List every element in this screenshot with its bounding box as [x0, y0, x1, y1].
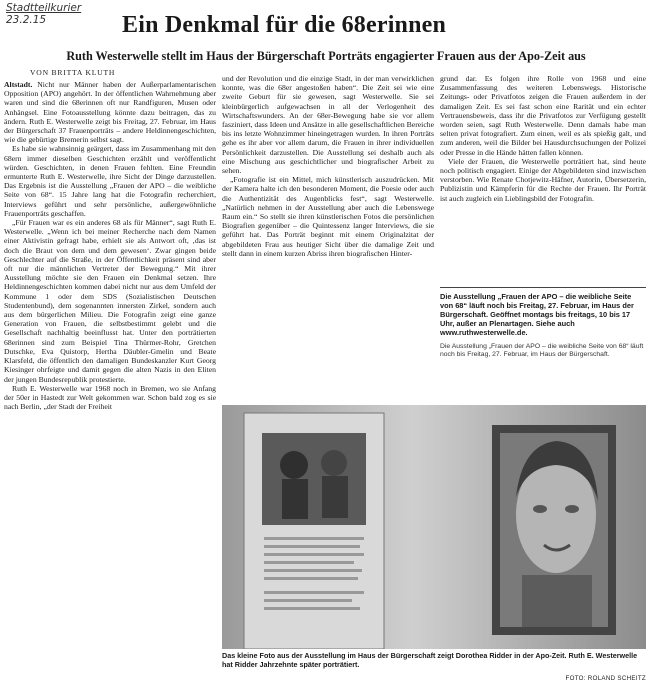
paragraph: Viele der Frauen, die Westerwelle porträtiert hat, sind heute noch politisch engagiert. Einige der Abgebildeten sind inzwischen verstorben. Wie Renate Chotjewitz-Häfner, Autorin, Übersetzerin, Publizistin und Kämpferin für die Rechte der Frauen. Ihr Porträt ist auch zugleich ein Lieblingsbild der Fotografin.	[440, 156, 646, 203]
paragraph-text: Nicht nur Männer haben der Außerparlamentarischen Opposition (APO) angehört. In der öffentlichen Wahrnehmung aber waren und sind die 68erinnen oft nur Randfiguren, Musen oder Anhängsel. Eine Fotoausstellung könnte dazu beitragen, das zu ändern. Ruth E. Westerwelle zeigt bis Freitag, 27. Februar, im Haus der Bürgerschaft 37 Frauenporträts – andere Heldinnengeschichten, wie die gebürtige Bremerin selbst sagt.	[4, 80, 216, 145]
handwritten-note	[6, 2, 81, 26]
paragraph: „Für Frauen war es ein anderes 68 als für Männer“, sagt Ruth E. Westerwelle. „Wenn ich bei meiner Recherche nach dem Namen einer Aktivistin gefragt habe, erhielt sie als Antwort oft, ‚das ist doch die Braut von dem und dem gewesen‘. Zwar gingen beide Geschlechter auf die Straße, in der Öffentlichkeit präsent sind aber oft nur die männlichen Vertreter der Bewegung.“ Mit ihrer Ausstellung möchte sie den Frauen ein Denkmal setzen. Ihre Heldinnengeschichten kommen dabei nicht nur aus dem Umfeld der Kommune 1 oder dem SDS (Sozialistischen Deutschen Studentenbund), dem sogenannten innersten Zirkel, sondern auch aus dem bürgerlichen Milieu. Die Fotografin zeigt eine ganze Generation von Frauen, die selbstbestimmt gelebt und die Gesellschaft nachhaltig beeinflusst hat. Unter den porträtierten 68erinnen sind zum Beispiel Tina Thürmer-Rohr, Gretchen Dutschke, Eva Quistorp, Hertha Däubler-Gmelin und Beate Klarsfeld, die öffentlich den damaligen Bundeskanzler Kurt Georg Kiesinger ohrfeigte und damit gegen die alten Nazis in den Eliten der jungen Bundesrepublik protestierte.	[4, 218, 216, 384]
photo-credit: FOTO: ROLAND SCHEITZ	[565, 675, 646, 682]
side-caption: Die Ausstellung „Frauen der APO – die weibliche Seite von 68“ läuft noch bis Freitag, 27. Februar, im Haus der Bürgerschaft.	[440, 343, 644, 359]
article-photo	[222, 405, 646, 649]
article-column-2	[222, 74, 434, 392]
exhibition-infobox: Die Ausstellung „Frauen der APO – die weibliche Seite von 68“ läuft noch bis Freitag, 27. Februar, im Haus der Bürgerschaft. Geöffnet montags bis freitags, 10 bis 17 Uhr, außer an Plenartagen. Siehe auch www.ruthwesterwelle.de.	[440, 292, 634, 337]
paragraph: „Fotografie ist ein Mittel, mich künstlerisch auszudrücken. Mit der Kamera halte ich den besonderen Moment, die Poesie oder auch die Authentizität des Augenblicks fest“, sagt Westerwelle. „Natürlich nehmen in der Ausstellung aber auch die Lebenswege Raum ein.“ So stellt sie ihren künstlerischen Fotos die persönlichen Biografien gegenüber – die Quintessenz langer Interviews, die sie geführt hat. Das Porträt beginnt mit einem Originalzitat der abgebildeten Frau aus heutiger Sicht über die damalige Zeit und stellt dann in einem kurzen Abriss ihren biografischen Hinter-	[222, 175, 434, 258]
headline: Ein Denkmal für die 68erinnen	[122, 12, 447, 38]
article-column-3	[440, 74, 646, 282]
handwritten-date: 23.2.15	[6, 14, 47, 26]
paragraph: Es habe sie wahnsinnig geärgert, dass im Zusammenhang mit den 68ern immer dieselben Geschichten erzählt und veröffentlicht würden. Geschichten, in denen Frauen fehlten. Eine Freundin ermunterte Ruth E. Westerwelle, ihre Sicht der Dinge darzustellen. Das Ergebnis ist die Ausstellung „Frauen der APO – die weibliche Seite von 68“. 15 Jahre lang hat die Fotografin recherchiert, Interviews geführt und sehr persönliche, außergewöhnliche Frauenporträts geschaffen.	[4, 144, 216, 218]
byline: VON BRITTA KLUTH	[30, 68, 116, 77]
photo-illustration	[222, 405, 646, 649]
subheadline: Ruth Westerwelle stellt im Haus der Bürgerschaft Porträts engagierter Frauen aus der Apo-Zeit aus	[66, 49, 586, 63]
paragraph	[4, 80, 216, 144]
photo-caption: Das kleine Foto aus der Ausstellung im Haus der Bürgerschaft zeigt Dorothea Ridder in der Apo-Zeit. Ruth E. Westerwelle hat Ridder Jahrzehnte später porträtiert.	[222, 651, 638, 669]
paragraph: Ruth E. Westerwelle war 1968 noch in Bremen, wo sie Anfang der 50er in Hastedt zur Welt gekommen war. Schon bald zog es sie nach Berlin, „der Stadt der Freiheit	[4, 383, 216, 412]
divider	[440, 287, 646, 288]
handwritten-source: Stadtteilkurier	[6, 2, 82, 14]
dateline: Altstadt.	[4, 80, 33, 89]
paragraph: und der Revolution und die einzige Stadt, in der man verwirklichen konnte, was die 68er angestoßen haben“. Die Zeit sei wie eine zweite Geburt für sie gewesen, sagt Westerwelle. Sie sei kleinbürgerlich aufgewachsen in all der Verlogenheit des Wirtschaftswunders. An der 68er-Bewegung habe sie vor allem fasziniert, dass Ideen und Ansätze in alle gesellschaftlichen Bereiche bis ins letzte Wohnzimmer hineingetragen wurden. In ihren Porträts gehe es ihr aber vor allem darum, die Frauen in ihrer individuellen Persönlichkeit darzustellen. Die Ausstellung sei deshalb auch als eine Mischung aus geschichtlicher und biografischer Arbeit zu sehen.	[222, 74, 434, 176]
article-column-1	[4, 80, 216, 686]
paragraph: grund dar. Es folgen ihre Rolle von 1968 und eine Zusammenfassung des weiteren Lebenswegs. Historische Zeitungs- oder Privatfotos zeigen die Frauen außerdem in der damaligen Zeit. Es sei fast schon eine Rarität und ein echter Vertrauensbeweis, dass ihr die Privatfotos zur Verfügung gestellt worden seien, sagt Ruth Westerwelle. Denn damals habe man selten privat fotografiert. Zum einen, weil es als spießig galt, und zum anderen, weil die Bilder bei Hausdurchsuchungen der Polizei oder Presse in die Hände hätten fallen können.	[440, 74, 646, 157]
